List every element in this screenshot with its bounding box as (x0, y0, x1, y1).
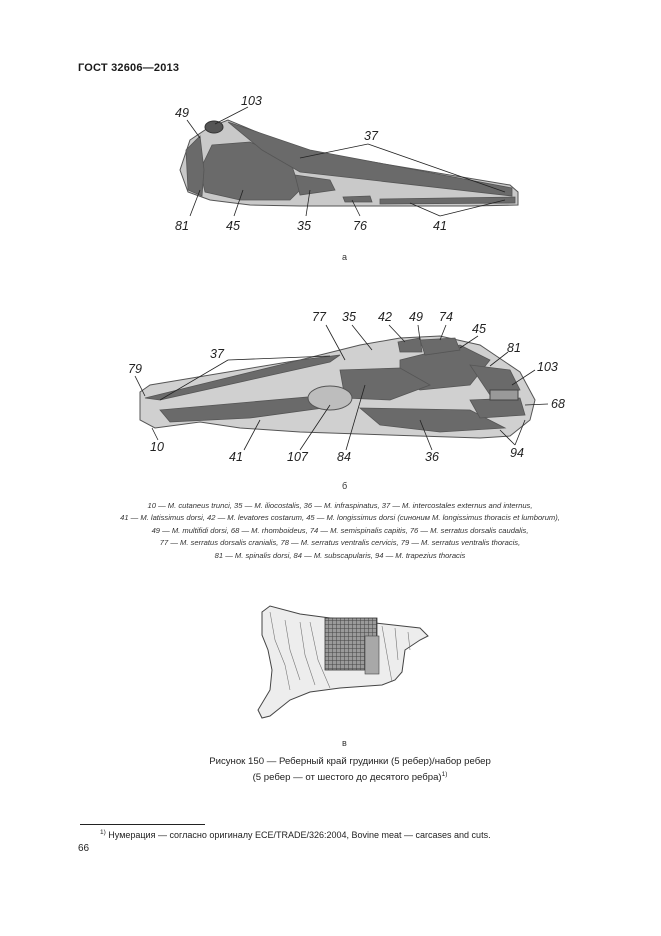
footnote-separator (80, 824, 205, 825)
callout-107: 107 (287, 450, 308, 464)
callout-74: 74 (439, 310, 453, 324)
caption-line-2-wrap (120, 769, 580, 785)
standard-code: ГОСТ 32606—2013 (78, 62, 180, 74)
callout-45: 45 (226, 219, 240, 233)
callout-10: 10 (150, 440, 164, 454)
caption-line-2: (5 ребер — от шестого до десятого ребра) (252, 771, 442, 783)
callout-77: 77 (312, 310, 326, 324)
callout-79: 79 (128, 362, 142, 376)
callout-84: 84 (337, 450, 351, 464)
callout-103b: 103 (537, 360, 558, 374)
legend-line: 77 — M. serratus dorsalis cranialis, 78 — M. serratus ventralis cervicis, 79 — M. serratus ventralis thoracis, (159, 538, 521, 548)
footnote-text: Нумерация — согласно оригиналу ECE/TRADE/326:2004, Bovine meat — carcases and cuts. (108, 830, 491, 840)
callout-41: 41 (433, 219, 447, 233)
callout-81: 81 (175, 219, 189, 233)
callout-45b: 45 (472, 322, 486, 336)
page-number: 66 (78, 843, 90, 854)
callout-103: 103 (241, 94, 262, 108)
legend-line: 41 — M. latissimus dorsi, 42 — M. levatores costarum, 45 — M. longissimus dorsi (синоним M. longissimus thoracis et lumborum), (120, 513, 560, 523)
callout-94: 94 (510, 446, 524, 460)
callout-36: 36 (425, 450, 439, 464)
callout-41b: 41 (229, 450, 243, 464)
figure-caption (120, 756, 580, 784)
callout-35b: 35 (342, 310, 356, 324)
footnote-mark: 1) (100, 829, 106, 836)
callout-49: 49 (175, 106, 189, 120)
callout-42: 42 (378, 310, 392, 324)
figure-c-sublabel: в (342, 738, 347, 748)
callout-37: 37 (364, 129, 378, 143)
caption-footnote-ref: 1) (441, 770, 448, 778)
figure-b-sublabel: б (342, 481, 348, 491)
callout-37b: 37 (210, 347, 224, 361)
figure-a-sublabel: а (342, 252, 348, 262)
callout-81b: 81 (507, 341, 521, 355)
legend-line: 81 — M. spinalis dorsi, 84 — M. subscapularis, 94 — M. trapezius thoracis (214, 550, 466, 560)
callout-35: 35 (297, 219, 311, 233)
callout-49b: 49 (409, 310, 423, 324)
footnote (100, 829, 491, 840)
legend-line: 49 — M. multifidi dorsi, 68 — M. rhomboideus, 74 — M. semispinalis capitis, 76 — M. serratus dorsalis caudalis, (151, 525, 529, 535)
caption-line-1: Рисунок 150 — Реберный край грудинки (5 ребер)/набор ребер (209, 756, 491, 767)
callout-68: 68 (551, 397, 565, 411)
cut-region-tail (365, 636, 379, 674)
callout-76: 76 (353, 219, 367, 233)
legend-line: 10 — M. cutaneus trunci, 35 — M. iliocostalis, 36 — M. infraspinatus, 37 — M. intercostales externus and internus, (147, 501, 533, 510)
